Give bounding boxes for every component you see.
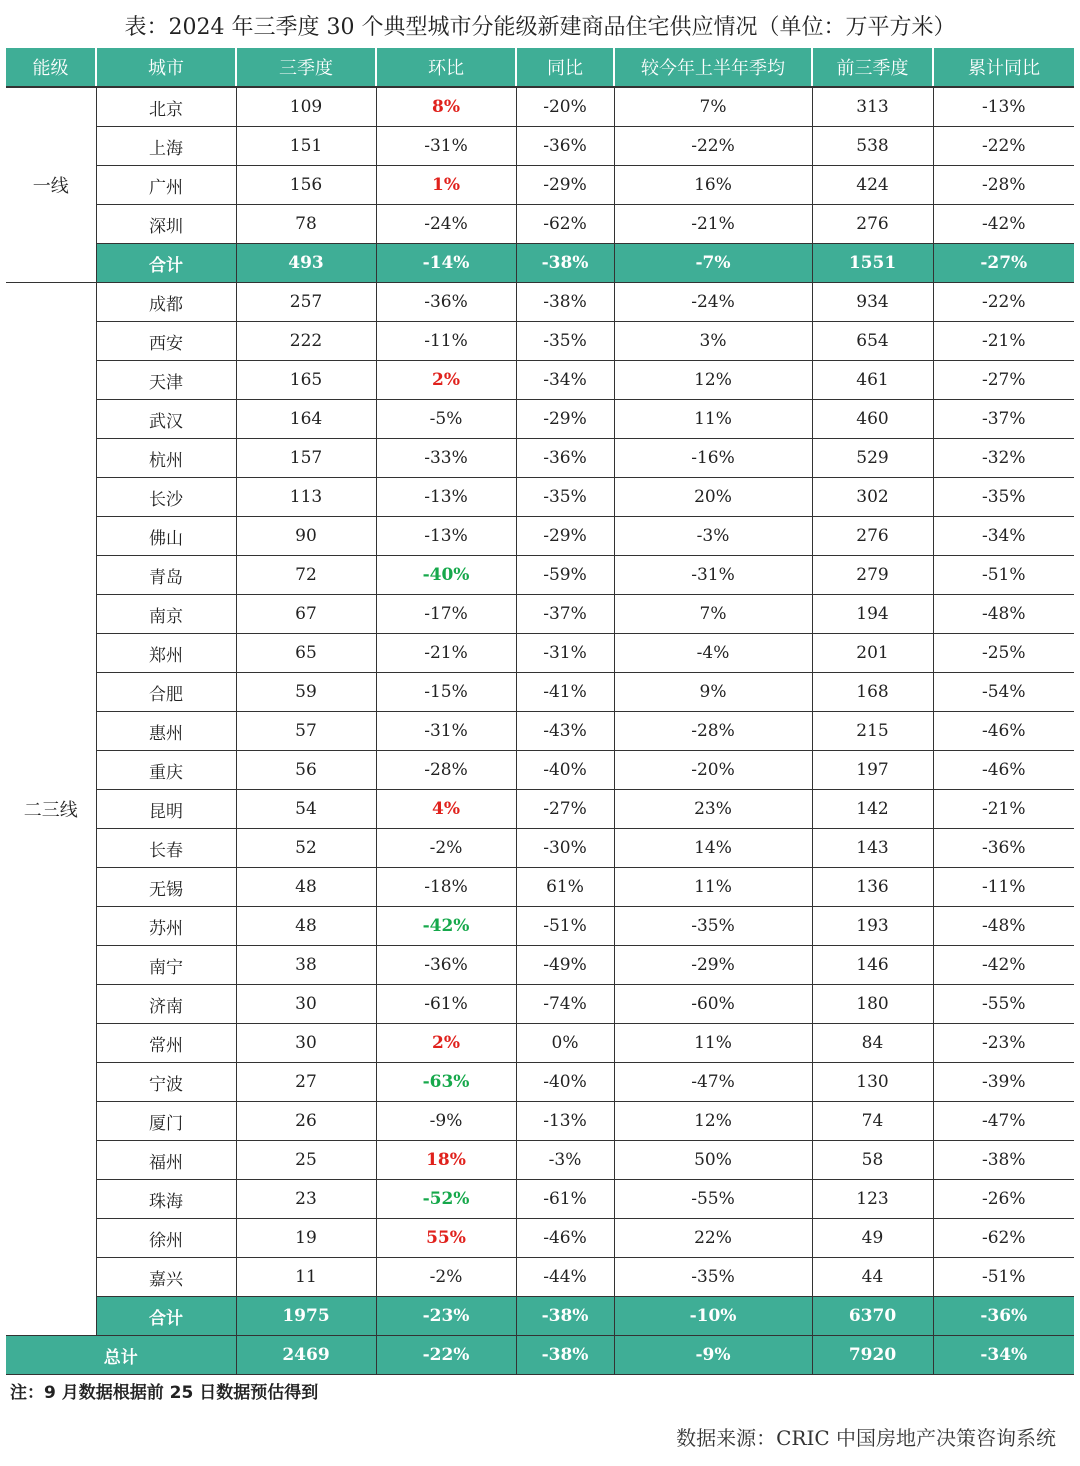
vs-h1-cell: -29% [614,946,812,985]
vs-h1-cell: -10% [614,1297,812,1336]
ytd-yoy-cell: -28% [933,166,1074,205]
table-row [6,1141,1074,1180]
city-cell: 成都 [96,283,236,322]
ytd-cell: 276 [812,517,933,556]
q3-cell: 48 [236,868,376,907]
table-row [6,478,1074,517]
ytd-yoy-cell: -37% [933,400,1074,439]
qoq-cell: -9% [376,1102,516,1141]
header-q3: 三季度 [236,48,376,87]
table-row [6,127,1074,166]
table-row [6,634,1074,673]
vs-h1-cell: 11% [614,400,812,439]
q3-cell: 1975 [236,1297,376,1336]
ytd-cell: 654 [812,322,933,361]
yoy-cell: -20% [516,87,614,127]
yoy-cell: -38% [516,1297,614,1336]
ytd-cell: 194 [812,595,933,634]
ytd-yoy-cell: -48% [933,595,1074,634]
yoy-cell: -41% [516,673,614,712]
header-yoy: 同比 [516,48,614,87]
city-cell: 武汉 [96,400,236,439]
table-row [6,985,1074,1024]
ytd-yoy-cell: -36% [933,829,1074,868]
vs-h1-cell: 11% [614,1024,812,1063]
ytd-cell: 538 [812,127,933,166]
vs-h1-cell: 23% [614,790,812,829]
table-row [6,790,1074,829]
qoq-cell: -14% [376,244,516,283]
city-cell: 深圳 [96,205,236,244]
table-row [6,1024,1074,1063]
ytd-yoy-cell: -27% [933,361,1074,400]
vs-h1-cell: 7% [614,87,812,127]
q3-cell: 25 [236,1141,376,1180]
ytd-cell: 6370 [812,1297,933,1336]
city-cell: 合肥 [96,673,236,712]
qoq-cell: -52% [376,1180,516,1219]
ytd-yoy-cell: -32% [933,439,1074,478]
ytd-yoy-cell: -25% [933,634,1074,673]
q3-cell: 19 [236,1219,376,1258]
ytd-cell: 168 [812,673,933,712]
yoy-cell: -35% [516,322,614,361]
q3-cell: 38 [236,946,376,985]
ytd-yoy-cell: -13% [933,87,1074,127]
city-cell: 福州 [96,1141,236,1180]
vs-h1-cell: 7% [614,595,812,634]
yoy-cell: -34% [516,361,614,400]
ytd-yoy-cell: -34% [933,1336,1074,1375]
header-vs-h1: 较今年上半年季均 [614,48,812,87]
vs-h1-cell: 22% [614,1219,812,1258]
table-row [6,673,1074,712]
table-title: 表：2024 年三季度 30 个典型城市分能级新建商品住宅供应情况（单位：万平方米） [124,15,956,40]
city-cell: 南宁 [96,946,236,985]
qoq-cell: -21% [376,634,516,673]
ytd-cell: 197 [812,751,933,790]
q3-cell: 109 [236,87,376,127]
table-row [6,283,1074,322]
vs-h1-cell: -9% [614,1336,812,1375]
vs-h1-cell: -7% [614,244,812,283]
qoq-cell: -2% [376,829,516,868]
ytd-cell: 1551 [812,244,933,283]
city-cell: 珠海 [96,1180,236,1219]
ytd-cell: 123 [812,1180,933,1219]
vs-h1-cell: -4% [614,634,812,673]
qoq-cell: 8% [376,87,516,127]
header-city: 城市 [96,48,236,87]
q3-cell: 27 [236,1063,376,1102]
qoq-cell: 18% [376,1141,516,1180]
qoq-cell: -5% [376,400,516,439]
ytd-cell: 74 [812,1102,933,1141]
table-row [6,868,1074,907]
qoq-cell: -13% [376,517,516,556]
ytd-cell: 142 [812,790,933,829]
table-row [6,517,1074,556]
yoy-cell: -44% [516,1258,614,1297]
yoy-cell: -13% [516,1102,614,1141]
vs-h1-cell: -47% [614,1063,812,1102]
header-ytd: 前三季度 [812,48,933,87]
ytd-yoy-cell: -21% [933,322,1074,361]
ytd-yoy-cell: -39% [933,1063,1074,1102]
q3-cell: 54 [236,790,376,829]
city-cell: 北京 [96,87,236,127]
yoy-cell: -36% [516,439,614,478]
yoy-cell: -31% [516,634,614,673]
city-cell: 南京 [96,595,236,634]
tier-label: 二三线 [6,283,96,1336]
q3-cell: 78 [236,205,376,244]
ytd-yoy-cell: -27% [933,244,1074,283]
yoy-cell: -59% [516,556,614,595]
yoy-cell: -74% [516,985,614,1024]
city-cell: 长沙 [96,478,236,517]
city-cell: 广州 [96,166,236,205]
qoq-cell: -42% [376,907,516,946]
ytd-yoy-cell: -55% [933,985,1074,1024]
vs-h1-cell: -24% [614,283,812,322]
vs-h1-cell: -28% [614,712,812,751]
yoy-cell: -40% [516,751,614,790]
city-cell: 嘉兴 [96,1258,236,1297]
city-cell: 惠州 [96,712,236,751]
qoq-cell: -63% [376,1063,516,1102]
footnote: 注：9 月数据根据前 25 日数据预估得到 [10,1383,319,1403]
table-row [6,1258,1074,1297]
table-row [6,1219,1074,1258]
q3-cell: 493 [236,244,376,283]
subtotal-label: 合计 [96,244,236,283]
ytd-cell: 44 [812,1258,933,1297]
q3-cell: 57 [236,712,376,751]
yoy-cell: -29% [516,166,614,205]
ytd-cell: 424 [812,166,933,205]
ytd-yoy-cell: -26% [933,1180,1074,1219]
ytd-cell: 313 [812,87,933,127]
qoq-cell: -18% [376,868,516,907]
q3-cell: 59 [236,673,376,712]
ytd-cell: 146 [812,946,933,985]
yoy-cell: -36% [516,127,614,166]
vs-h1-cell: -3% [614,517,812,556]
ytd-cell: 7920 [812,1336,933,1375]
qoq-cell: 4% [376,790,516,829]
city-cell: 西安 [96,322,236,361]
q3-cell: 113 [236,478,376,517]
qoq-cell: -23% [376,1297,516,1336]
ytd-cell: 49 [812,1219,933,1258]
subtotal-row [6,1297,1074,1336]
vs-h1-cell: -20% [614,751,812,790]
ytd-cell: 84 [812,1024,933,1063]
city-cell: 徐州 [96,1219,236,1258]
ytd-yoy-cell: -62% [933,1219,1074,1258]
table-row [6,907,1074,946]
qoq-cell: -61% [376,985,516,1024]
q3-cell: 56 [236,751,376,790]
vs-h1-cell: 16% [614,166,812,205]
yoy-cell: -46% [516,1219,614,1258]
ytd-yoy-cell: -23% [933,1024,1074,1063]
table-row [6,946,1074,985]
vs-h1-cell: 11% [614,868,812,907]
qoq-cell: -36% [376,946,516,985]
q3-cell: 165 [236,361,376,400]
city-cell: 常州 [96,1024,236,1063]
city-cell: 天津 [96,361,236,400]
q3-cell: 90 [236,517,376,556]
ytd-yoy-cell: -38% [933,1141,1074,1180]
yoy-cell: -37% [516,595,614,634]
q3-cell: 156 [236,166,376,205]
subtotal-row [6,244,1074,283]
ytd-cell: 215 [812,712,933,751]
qoq-cell: 55% [376,1219,516,1258]
qoq-cell: -17% [376,595,516,634]
table-body [6,87,1074,1375]
qoq-cell: 2% [376,361,516,400]
ytd-yoy-cell: -11% [933,868,1074,907]
yoy-cell: -35% [516,478,614,517]
ytd-yoy-cell: -21% [933,790,1074,829]
city-cell: 宁波 [96,1063,236,1102]
vs-h1-cell: 3% [614,322,812,361]
yoy-cell: -38% [516,1336,614,1375]
q3-cell: 72 [236,556,376,595]
qoq-cell: -2% [376,1258,516,1297]
vs-h1-cell: -55% [614,1180,812,1219]
q3-cell: 257 [236,283,376,322]
vs-h1-cell: 20% [614,478,812,517]
q3-cell: 222 [236,322,376,361]
q3-cell: 157 [236,439,376,478]
qoq-cell: -11% [376,322,516,361]
table-row [6,1063,1074,1102]
city-cell: 杭州 [96,439,236,478]
q3-cell: 65 [236,634,376,673]
data-source: 数据来源：CRIC 中国房地产决策咨询系统 [676,1426,1056,1450]
vs-h1-cell: -21% [614,205,812,244]
qoq-cell: -31% [376,127,516,166]
yoy-cell: -29% [516,400,614,439]
yoy-cell: -30% [516,829,614,868]
qoq-cell: 2% [376,1024,516,1063]
header-ytd-yoy: 累计同比 [933,48,1074,87]
q3-cell: 30 [236,1024,376,1063]
q3-cell: 30 [236,985,376,1024]
qoq-cell: -22% [376,1336,516,1375]
table-row [6,205,1074,244]
q3-cell: 52 [236,829,376,868]
yoy-cell: -43% [516,712,614,751]
city-cell: 苏州 [96,907,236,946]
table-row [6,556,1074,595]
ytd-cell: 461 [812,361,933,400]
ytd-cell: 529 [812,439,933,478]
header-tier: 能级 [6,48,96,87]
yoy-cell: -27% [516,790,614,829]
q3-cell: 23 [236,1180,376,1219]
ytd-cell: 143 [812,829,933,868]
header-qoq: 环比 [376,48,516,87]
yoy-cell: 61% [516,868,614,907]
city-cell: 长春 [96,829,236,868]
ytd-cell: 136 [812,868,933,907]
q3-cell: 26 [236,1102,376,1141]
city-cell: 青岛 [96,556,236,595]
ytd-yoy-cell: -34% [933,517,1074,556]
ytd-yoy-cell: -22% [933,283,1074,322]
ytd-cell: 279 [812,556,933,595]
ytd-yoy-cell: -54% [933,673,1074,712]
ytd-yoy-cell: -42% [933,946,1074,985]
vs-h1-cell: 50% [614,1141,812,1180]
yoy-cell: -3% [516,1141,614,1180]
table-row [6,1180,1074,1219]
city-cell: 重庆 [96,751,236,790]
ytd-yoy-cell: -35% [933,478,1074,517]
ytd-cell: 302 [812,478,933,517]
header-row [6,48,1074,87]
table-row [6,595,1074,634]
qoq-cell: -24% [376,205,516,244]
ytd-yoy-cell: -22% [933,127,1074,166]
table-row [6,1102,1074,1141]
qoq-cell: -33% [376,439,516,478]
vs-h1-cell: 12% [614,1102,812,1141]
table-row [6,166,1074,205]
qoq-cell: -31% [376,712,516,751]
supply-table [6,48,1074,1375]
table-row [6,829,1074,868]
yoy-cell: -51% [516,907,614,946]
subtotal-label: 合计 [96,1297,236,1336]
yoy-cell: -49% [516,946,614,985]
ytd-yoy-cell: -46% [933,751,1074,790]
ytd-yoy-cell: -46% [933,712,1074,751]
table-row [6,712,1074,751]
ytd-yoy-cell: -47% [933,1102,1074,1141]
grand-total-label: 总计 [6,1336,236,1375]
table-row [6,87,1074,127]
qoq-cell: -36% [376,283,516,322]
vs-h1-cell: -31% [614,556,812,595]
vs-h1-cell: 9% [614,673,812,712]
table-row [6,751,1074,790]
ytd-yoy-cell: -48% [933,907,1074,946]
ytd-cell: 934 [812,283,933,322]
grand-total-row [6,1336,1074,1375]
q3-cell: 164 [236,400,376,439]
qoq-cell: -40% [376,556,516,595]
qoq-cell: -28% [376,751,516,790]
q3-cell: 48 [236,907,376,946]
table-row [6,439,1074,478]
ytd-cell: 130 [812,1063,933,1102]
yoy-cell: -29% [516,517,614,556]
vs-h1-cell: 14% [614,829,812,868]
qoq-cell: -13% [376,478,516,517]
q3-cell: 67 [236,595,376,634]
qoq-cell: 1% [376,166,516,205]
q3-cell: 151 [236,127,376,166]
ytd-yoy-cell: -51% [933,556,1074,595]
city-cell: 无锡 [96,868,236,907]
tier-label: 一线 [6,87,96,283]
vs-h1-cell: -60% [614,985,812,1024]
yoy-cell: 0% [516,1024,614,1063]
q3-cell: 2469 [236,1336,376,1375]
ytd-cell: 276 [812,205,933,244]
city-cell: 昆明 [96,790,236,829]
ytd-yoy-cell: -42% [933,205,1074,244]
ytd-cell: 180 [812,985,933,1024]
vs-h1-cell: -35% [614,907,812,946]
q3-cell: 11 [236,1258,376,1297]
ytd-yoy-cell: -51% [933,1258,1074,1297]
vs-h1-cell: 12% [614,361,812,400]
yoy-cell: -61% [516,1180,614,1219]
ytd-yoy-cell: -36% [933,1297,1074,1336]
vs-h1-cell: -16% [614,439,812,478]
city-cell: 厦门 [96,1102,236,1141]
city-cell: 佛山 [96,517,236,556]
table-row [6,361,1074,400]
yoy-cell: -40% [516,1063,614,1102]
ytd-cell: 193 [812,907,933,946]
city-cell: 郑州 [96,634,236,673]
yoy-cell: -38% [516,283,614,322]
yoy-cell: -38% [516,244,614,283]
city-cell: 上海 [96,127,236,166]
ytd-cell: 460 [812,400,933,439]
qoq-cell: -15% [376,673,516,712]
vs-h1-cell: -22% [614,127,812,166]
vs-h1-cell: -35% [614,1258,812,1297]
city-cell: 济南 [96,985,236,1024]
table-row [6,400,1074,439]
ytd-cell: 201 [812,634,933,673]
table-row [6,322,1074,361]
ytd-cell: 58 [812,1141,933,1180]
yoy-cell: -62% [516,205,614,244]
